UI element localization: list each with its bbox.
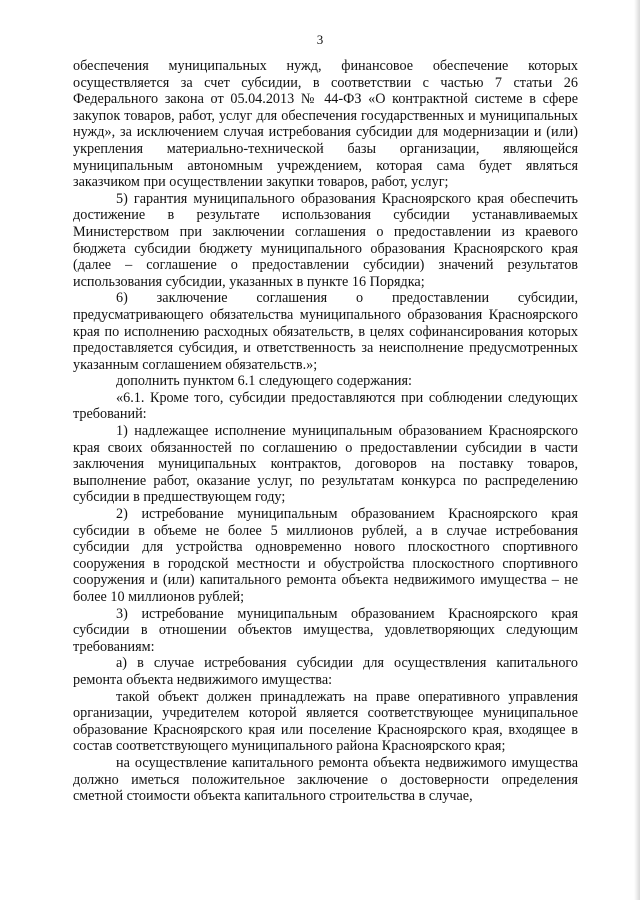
paragraph: обеспечения муниципальных нужд, финансовое обеспечение которых осуществляется за счет субсидии, в соответствии с частью 7 статьи 26 Федерального закона от 05.04.2013 № 44-ФЗ «О контрактной системе в сфере закупок товаров, работ, услуг для обеспечения государственных и муниципальных нужд», за исключением случая истребования субсидии для модернизации и (или) укрепления материально-технической базы организации, являющейся муниципальным автономным учреждением, которая сама будет являться заказчиком при осуществлении закупки товаров, работ, услуг; bbox=[73, 58, 578, 191]
paragraph: такой объект должен принадлежать на праве оперативного управления организации, учредителем которой является соответствующее муниципальное образование Красноярского края или поселение Красноярского края, входящее в состав соответствующего муниципального района Красноярского края; bbox=[73, 688, 578, 755]
paragraph: дополнить пунктом 6.1 следующего содержания: bbox=[116, 373, 412, 390]
paragraph: 2) истребование муниципальным образованием Красноярского края субсидии в объеме не более 5 миллионов рублей, а в случае истребования субсидии для устройства одновременно нового плоскостного спортивного сооружения в городской местности и обустройства плоскостного спортивного сооружения и (или) капитального ремонта объекта недвижимого имущества – не более 10 миллионов рублей; bbox=[73, 506, 578, 605]
paragraph: «6.1. Кроме того, субсидии предоставляются при соблюдении следующих требований: bbox=[73, 389, 578, 423]
paragraph: 6) заключение соглашения о предоставлении субсидии, предусматривающего обязательства муниципального образования Красноярского края по исполнению расходных обязательств, в целях софинансирования которых предоставляется субсидия, и ответственность за неисполнение предусмотренных указанным соглашением обязательств.»; bbox=[73, 290, 578, 373]
paragraph: 3) истребование муниципальным образованием Красноярского края субсидии в отношении объектов имущества, удовлетворяющих следующим требованиям: bbox=[73, 605, 578, 655]
paragraph: а) в случае истребования субсидии для осуществления капитального ремонта объекта недвижимого имущества: bbox=[73, 655, 578, 688]
paragraph: 5) гарантия муниципального образования Красноярского края обеспечить достижение в результате использования субсидии устанавливаемых Министерством при заключении соглашения о предоставлении из краевого бюджета субсидии бюджету муниципального образования Красноярского края (далее – соглашение о предоставлении субсидии) значений результатов использования субсидии, указанных в пункте 16 Порядка; bbox=[73, 190, 578, 290]
document-body bbox=[73, 58, 578, 805]
page-number: 3 bbox=[316, 32, 324, 47]
scan-edge-shadow bbox=[634, 0, 640, 900]
paragraph: 1) надлежащее исполнение муниципальным образованием Красноярского края своих обязанностей по соглашению о предоставлении субсидии в части заключения муниципальных контрактов, договоров на поставку товаров, выполнение работ, оказание услуг, по результатам конкурса по распределению субсидии в предшествующем году; bbox=[73, 423, 578, 506]
paragraph: на осуществление капитального ремонта объекта недвижимого имущества должно иметься положительное заключение о достоверности определения сметной стоимости объекта капитального строительства в случае, bbox=[73, 754, 578, 805]
